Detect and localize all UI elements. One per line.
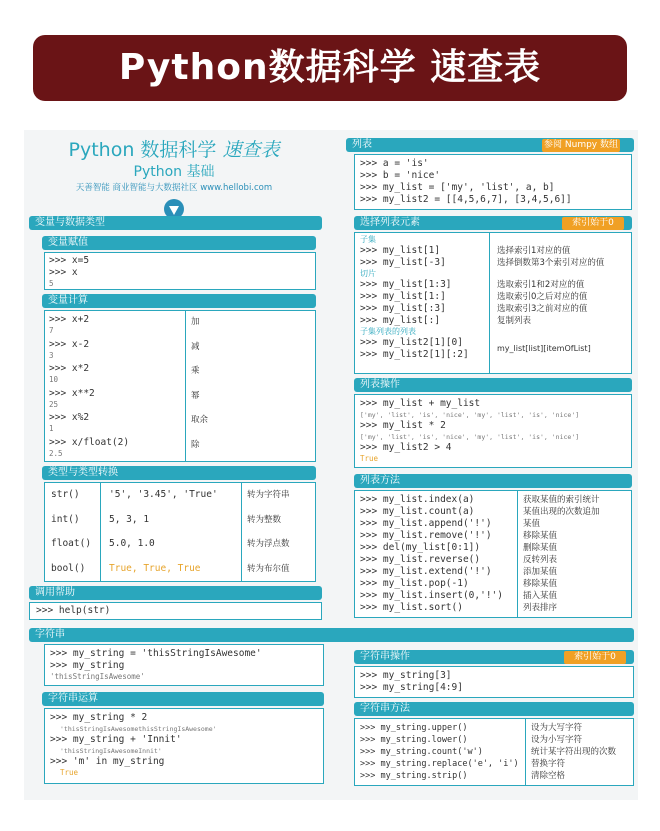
code-line: >>> my_string[3] [360, 670, 452, 681]
code-line: >>> x**2 [49, 387, 95, 399]
method-row [360, 554, 630, 566]
select-content [360, 235, 630, 361]
select-desc: my_list[list][itemOfList] [497, 344, 591, 353]
select-desc: 选取索引1和2对应的值 [497, 280, 585, 290]
type-val: 5.0, 1.0 [109, 538, 155, 549]
help-header: 调用帮助 [29, 586, 322, 600]
type-desc: 转为整数 [247, 514, 282, 525]
calc-header: 变量计算 [42, 294, 316, 308]
assign-header: 变量赋值 [42, 236, 316, 250]
select-row [360, 245, 630, 257]
type-fn: float() [51, 538, 92, 549]
strings-header: 字符串 [29, 628, 634, 642]
code-line: >>> my_list2[1][:2] [360, 349, 469, 360]
code-line: >>> x-2 [49, 338, 90, 350]
method-desc: 添加某值 [523, 567, 558, 577]
code-line: >>> my_list.pop(-1) [360, 578, 469, 589]
calc-desc: 除 [191, 439, 200, 450]
types-row [45, 489, 315, 514]
code-line: >>> my_string.upper() [360, 723, 468, 733]
calc-desc: 减 [191, 341, 200, 352]
code-output: 'thisStringIsAwesomeInnit' [60, 747, 162, 755]
select-row [360, 257, 630, 269]
code-line: >>> my_list.extend('!') [360, 566, 492, 577]
method-desc: 某值 [523, 519, 541, 529]
code-output: True [60, 768, 79, 777]
method-desc: 设为大写字符 [531, 723, 583, 733]
code-line: >>> my_list.append('!') [360, 518, 492, 529]
numpy-badge: 参阅 Numpy 数组 [542, 139, 620, 152]
method-desc: 替换字符 [531, 759, 566, 769]
code-line: >>> my_list2 > 4 [360, 442, 452, 453]
strops-calc-box [44, 708, 324, 784]
type-fn: str() [51, 489, 80, 500]
code-line: >>> my_string [50, 660, 125, 671]
types-box [44, 482, 316, 582]
code-line: >>> my_string.strip() [360, 771, 468, 781]
select-desc: 选取索引3之前对应的值 [497, 304, 588, 314]
method-row [360, 578, 630, 590]
code-line: >>> b = 'nice' [360, 170, 441, 181]
strops-header: 字符串操作 [354, 650, 634, 664]
method-row [360, 770, 632, 782]
types-header: 类型与类型转换 [42, 466, 316, 480]
listops-box [354, 394, 632, 468]
strmethods-rows [360, 722, 632, 782]
code-output: 10 [49, 375, 59, 384]
list-box [354, 154, 632, 210]
code-line: >>> my_string + 'Innit' [50, 734, 182, 745]
method-desc: 插入某值 [523, 591, 558, 601]
select-row [360, 279, 630, 291]
method-desc: 获取某值的索引统计 [523, 495, 600, 505]
sheet-logo [24, 138, 324, 224]
select-box [354, 232, 632, 374]
select-row [360, 315, 630, 327]
method-row [360, 494, 630, 506]
calc-code-col [49, 314, 179, 461]
code-line: >>> my_string * 2 [50, 712, 148, 723]
select-row [360, 291, 630, 303]
code-line: >>> my_string[4:9] [360, 682, 463, 693]
code-line: >>> x%2 [49, 412, 90, 423]
strops-calc-header: 字符串运算 [42, 692, 324, 706]
calc-desc: 幂 [191, 390, 200, 401]
subset-label: 子集 [360, 235, 376, 244]
code-line: >>> my_string.replace('e', 'i') [360, 759, 519, 769]
sheet-title: Python 数据科学 [68, 139, 217, 161]
calc-row [49, 437, 179, 462]
slice-label: 切片 [360, 269, 376, 278]
method-row [360, 734, 632, 746]
method-row [360, 590, 630, 602]
code-line: >>> my_list[:3] [360, 303, 446, 314]
variables-header: 变量与数据类型 [29, 216, 322, 230]
method-desc: 某值出现的次数追加 [523, 507, 600, 517]
code-line: >>> my_list[1:3] [360, 279, 452, 290]
code-line: >>> x+2 [49, 314, 90, 325]
method-row [360, 506, 630, 518]
code-output: 'thisStringIsAwesome' [50, 672, 145, 681]
nested-label: 子集列表的列表 [360, 327, 416, 336]
select-desc: 选取索引0之后对应的值 [497, 292, 588, 302]
code-line: >>> a = 'is' [360, 158, 429, 169]
method-row [360, 758, 632, 770]
method-desc: 设为小写字符 [531, 735, 583, 745]
select-desc: 选择倒数第3个索引对应的值 [497, 258, 605, 268]
divider [185, 311, 186, 461]
type-fn: bool() [51, 562, 86, 574]
code-line: >>> my_list.count(a) [360, 506, 475, 517]
method-desc: 移除某值 [523, 531, 558, 541]
select-desc: 复制列表 [497, 316, 532, 326]
select-desc: 选择索引1对应的值 [497, 246, 571, 256]
strmethods-box [354, 718, 634, 786]
calc-row [49, 388, 179, 413]
code-line: >>> my_string.lower() [360, 735, 468, 745]
calc-desc: 取余 [191, 415, 209, 425]
type-val: '5', '3.45', 'True' [109, 489, 218, 500]
code-line: >>> my_list[:] [360, 315, 441, 326]
method-desc: 列表排序 [523, 603, 558, 613]
method-desc: 移除某值 [523, 579, 558, 589]
type-desc: 转为布尔值 [247, 563, 290, 574]
sheet-tagline: 天善智能 商业智能与大数据社区 www.hellobi.com [75, 183, 273, 193]
listmethods-header: 列表方法 [354, 474, 632, 488]
method-desc: 清除空格 [531, 771, 566, 781]
method-row [360, 530, 630, 542]
code-output: 3 [49, 350, 54, 360]
index-badge: 索引始于0 [564, 651, 626, 664]
code-line: >>> my_list.remove('!') [360, 530, 492, 541]
types-rows [45, 489, 315, 587]
type-fn: int() [51, 513, 80, 525]
code-line: >>> my_list.reverse() [360, 554, 481, 565]
code-line: >>> my_list.sort() [360, 602, 463, 613]
code-line: >>> my_list = ['my', 'list', a, b] [360, 182, 555, 193]
code-line: >>> help(str) [36, 605, 111, 616]
code-output: 5 [49, 279, 54, 288]
types-row [45, 514, 315, 539]
page-banner: Python数据科学 速查表 [33, 35, 627, 101]
assign-box [44, 252, 316, 290]
select-header: 选择列表元素 [354, 216, 632, 230]
code-line: >>> x/float(2) [49, 436, 130, 448]
types-row [45, 538, 315, 563]
code-line: >>> my_list * 2 [360, 420, 446, 431]
index-badge: 索引始于0 [562, 217, 624, 230]
method-row [360, 542, 630, 554]
listmethods-rows [360, 494, 630, 614]
strings-box [44, 644, 324, 686]
code-line: >>> my_list2 = [[4,5,6,7], [3,4,5,6]] [360, 194, 572, 205]
type-desc: 转为浮点数 [247, 539, 290, 549]
type-val: True, True, True [109, 562, 201, 574]
calc-row [49, 314, 179, 339]
select-row [360, 303, 630, 315]
types-row [45, 563, 315, 588]
calc-desc: 乘 [191, 366, 200, 376]
sheet-title-emph: 速查表 [222, 139, 280, 161]
help-box [29, 602, 322, 620]
strops-box [354, 666, 634, 698]
code-line: >>> my_list[-3] [360, 257, 446, 268]
method-row [360, 518, 630, 530]
cheat-sheet [24, 130, 638, 800]
code-line: >>> del(my_list[0:1]) [360, 542, 481, 553]
calc-desc-col [191, 316, 291, 463]
code-line: >>> x=5 [49, 255, 90, 266]
method-row [360, 566, 630, 578]
code-line: >>> my_list2[1][0] [360, 337, 463, 348]
code-output: ['my', 'list', 'is', 'nice', 'my', 'list', 'is', 'nice'] [360, 411, 580, 419]
code-output: True [360, 454, 379, 463]
code-line: >>> my_list[1] [360, 245, 441, 256]
method-row [360, 746, 632, 758]
select-row [360, 337, 630, 361]
code-line: >>> my_string.count('w') [360, 747, 483, 757]
code-output: 2.5 [49, 448, 63, 458]
calc-row [49, 363, 179, 388]
code-line: >>> x*2 [49, 363, 90, 374]
method-desc: 反转列表 [523, 555, 558, 565]
code-output: 7 [49, 326, 54, 335]
code-output: ['my', 'list', 'is', 'nice', 'my', 'list', 'is', 'nice'] [360, 433, 580, 441]
calc-row [49, 339, 179, 364]
calc-row [49, 412, 179, 437]
code-output: 25 [49, 399, 59, 409]
code-line: >>> 'm' in my_string [50, 756, 165, 767]
listops-header: 列表操作 [354, 378, 632, 392]
code-line: >>> my_list[1:] [360, 291, 446, 302]
code-line: >>> x [49, 267, 78, 278]
method-desc: 统计某字符出现的次数 [531, 747, 617, 757]
code-line: >>> my_list + my_list [360, 398, 481, 409]
method-row [360, 722, 632, 734]
sheet-subtitle: Python 基础 [133, 164, 215, 180]
code-output: 'thisStringIsAwesomethisStringIsAwesome' [60, 725, 217, 733]
code-line: >>> my_list.index(a) [360, 494, 475, 505]
method-row [360, 602, 630, 614]
calc-desc: 加 [191, 317, 200, 327]
listmethods-box [354, 490, 632, 618]
strmethods-header: 字符串方法 [354, 702, 634, 716]
method-desc: 删除某值 [523, 543, 558, 553]
code-line: >>> my_list.insert(0,'!') [360, 590, 503, 601]
list-header: 列表 [346, 138, 634, 152]
code-output: 1 [49, 424, 54, 433]
calc-box [44, 310, 316, 462]
type-val: 5, 3, 1 [109, 513, 150, 525]
type-desc: 转为字符串 [247, 490, 290, 500]
code-line: >>> my_string = 'thisStringIsAwesome' [50, 648, 262, 659]
